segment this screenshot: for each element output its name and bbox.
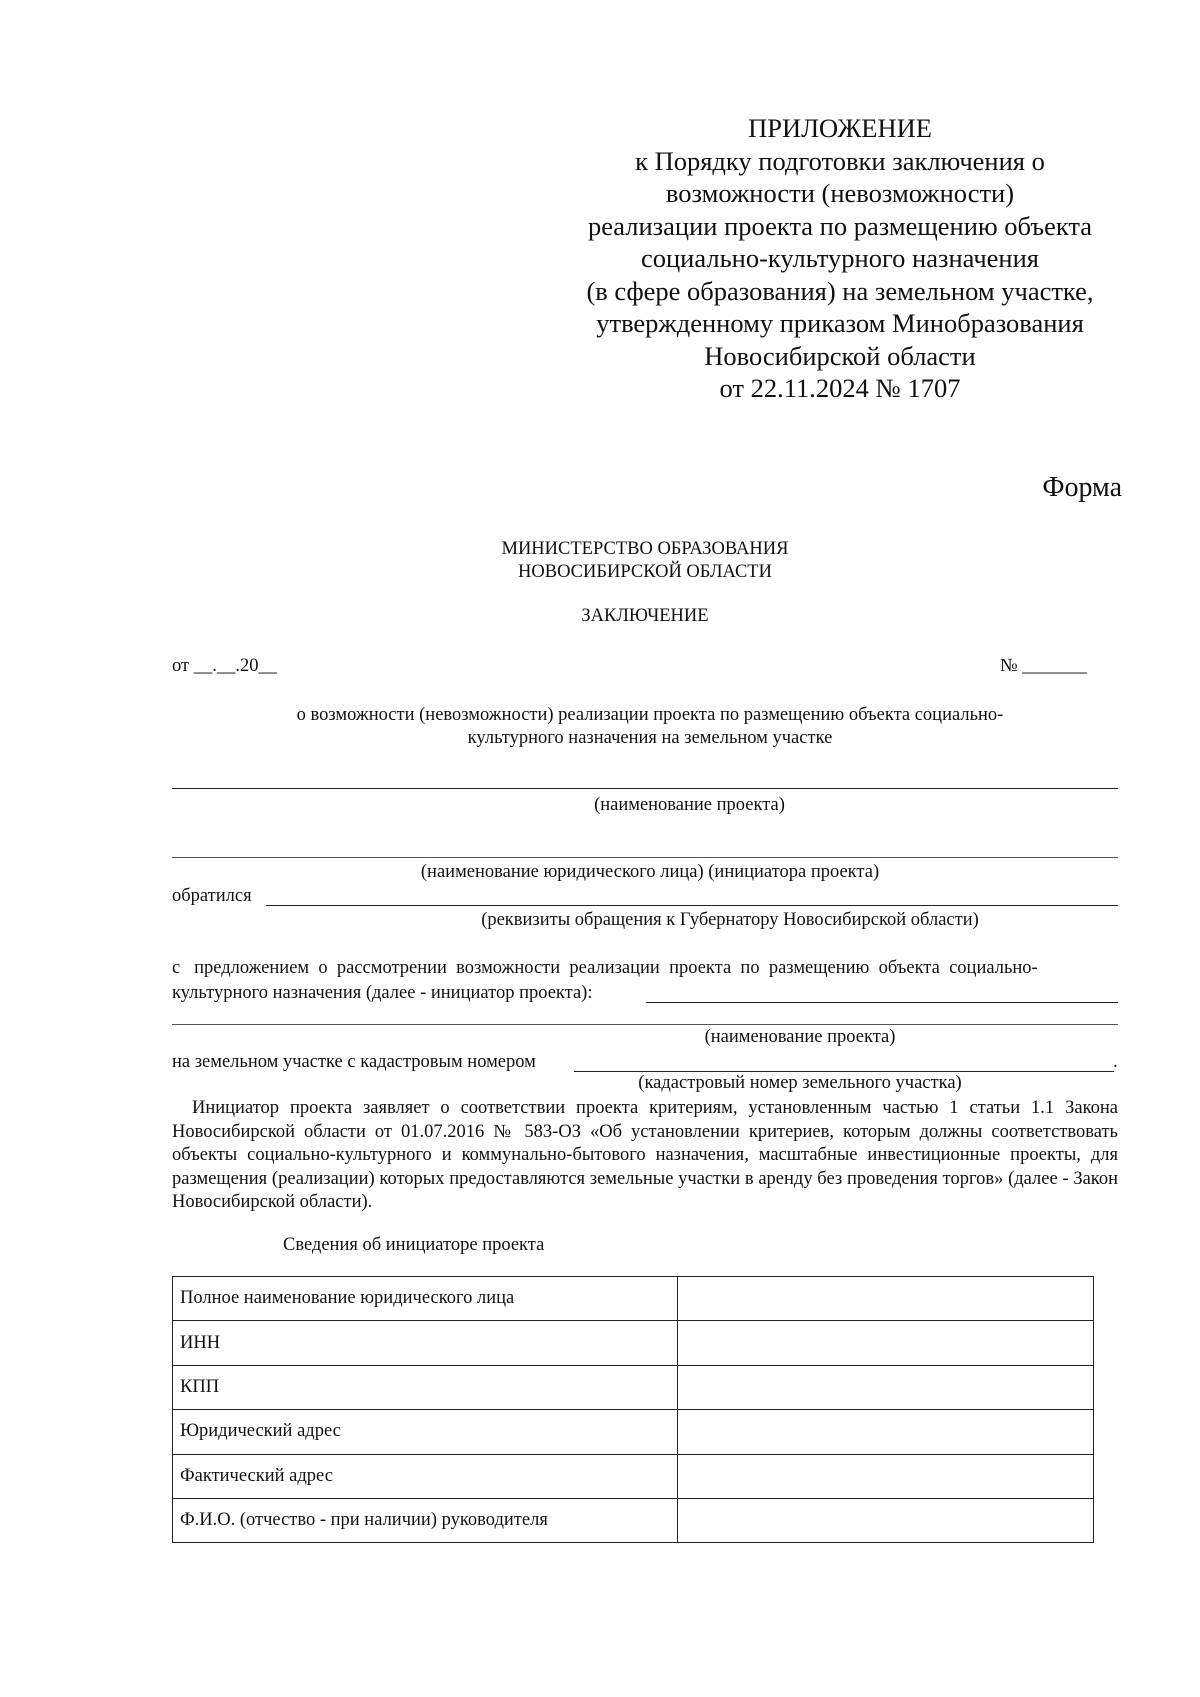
- project-name-line: [172, 788, 1118, 789]
- caption-legal-entity: (наименование юридического лица) (инициатора проекта): [420, 862, 880, 882]
- table-row: [173, 1365, 1094, 1409]
- appendix-header: [560, 112, 1120, 405]
- table-row: [173, 1454, 1094, 1498]
- period: .: [1113, 1052, 1118, 1072]
- declaration-paragraph: Инициатор проекта заявляет о соответствии проекта критериям, установленным частью 1 статьи 1.1 Закона Новосибирской области от 01.07.2016 № 583-ОЗ «Об установлении критериев, которым должны соответствовать объекты социально-культурного и коммунально-бытового назначения, масштабные инвестиционные проекты, для размещения (реализации) которых предоставляются земельные участки в аренду без проведения торгов» (далее - Закон Новосибирской области).: [172, 1098, 1118, 1212]
- table-cell-label: КПП: [173, 1365, 678, 1409]
- table-cell-value: [678, 1321, 1094, 1365]
- applied-label: обратился: [172, 886, 252, 906]
- initiator-info-title: Сведения об инициаторе проекта: [283, 1235, 545, 1255]
- appendix-line: социально-культурного назначения: [640, 243, 1039, 273]
- table-cell-value: [678, 1277, 1094, 1321]
- table-cell-label: Полное наименование юридического лица: [173, 1277, 678, 1321]
- cadastral-number-line: [574, 1071, 1114, 1072]
- table-cell-label: Фактический адрес: [173, 1454, 678, 1498]
- appendix-line: от 22.11.2024 № 1707: [719, 373, 961, 403]
- subject-line: культурного назначения на земельном участке: [467, 728, 833, 748]
- project-name-line-2: [172, 1024, 1118, 1025]
- table-cell-label: Юридический адрес: [173, 1410, 678, 1454]
- number-field: № _______: [1000, 656, 1088, 676]
- proposal-line: культурного назначения (далее - инициатор проекта):: [172, 983, 593, 1003]
- initiator-line: [646, 1002, 1118, 1003]
- caption-cadastral-number: (кадастровый номер земельного участка): [638, 1073, 962, 1093]
- table-cell-value: [678, 1454, 1094, 1498]
- table-cell-label: ИНН: [173, 1321, 678, 1365]
- appendix-line: реализации проекта по размещению объекта: [587, 210, 1093, 241]
- table-row: [173, 1321, 1094, 1365]
- appendix-line: утвержденному приказом Минобразования: [596, 308, 1084, 338]
- form-label: Форма: [1042, 472, 1122, 503]
- caption-appeal-details: (реквизиты обращения к Губернатору Новосибирской области): [481, 910, 979, 930]
- document-title: ЗАКЛЮЧЕНИЕ: [581, 606, 709, 626]
- table-row: [173, 1410, 1094, 1454]
- caption-project-name-2: (наименование проекта): [704, 1027, 896, 1047]
- ministry-line: НОВОСИБИРСКОЙ ОБЛАСТИ: [518, 562, 772, 582]
- appendix-line: (в сфере образования) на земельном участке,: [586, 275, 1094, 306]
- table-row: [173, 1498, 1094, 1542]
- caption-project-name: (наименование проекта): [594, 795, 785, 815]
- subject-line: о возможности (невозможности) реализации проекта по размещению объекта социально-: [296, 705, 1004, 725]
- appeal-details-line: [266, 905, 1118, 906]
- proposal-line: с предложением о рассмотрении возможности реализации проекта по размещению объекта социально-: [172, 958, 1038, 978]
- table-cell-value: [678, 1410, 1094, 1454]
- ministry-name: [450, 538, 840, 584]
- date-field: от __.__.20__: [172, 656, 277, 676]
- appendix-line: Новосибирской области: [704, 340, 976, 371]
- legal-entity-line: [172, 857, 1118, 858]
- land-plot-label: на земельном участке с кадастровым номером: [172, 1052, 536, 1072]
- appendix-line: к Порядку подготовки заключения о: [635, 145, 1045, 176]
- appendix-line: возможности (невозможности): [665, 178, 1015, 208]
- appendix-line: ПРИЛОЖЕНИЕ: [748, 113, 932, 143]
- subject-text: [180, 704, 1120, 750]
- table-cell-label: Ф.И.О. (отчество - при наличии) руководителя: [173, 1498, 678, 1542]
- table-row: [173, 1277, 1094, 1321]
- table-cell-value: [678, 1365, 1094, 1409]
- ministry-line: МИНИСТЕРСТВО ОБРАЗОВАНИЯ: [501, 539, 789, 559]
- table-cell-value: [678, 1498, 1094, 1542]
- initiator-info-table: [172, 1276, 1094, 1543]
